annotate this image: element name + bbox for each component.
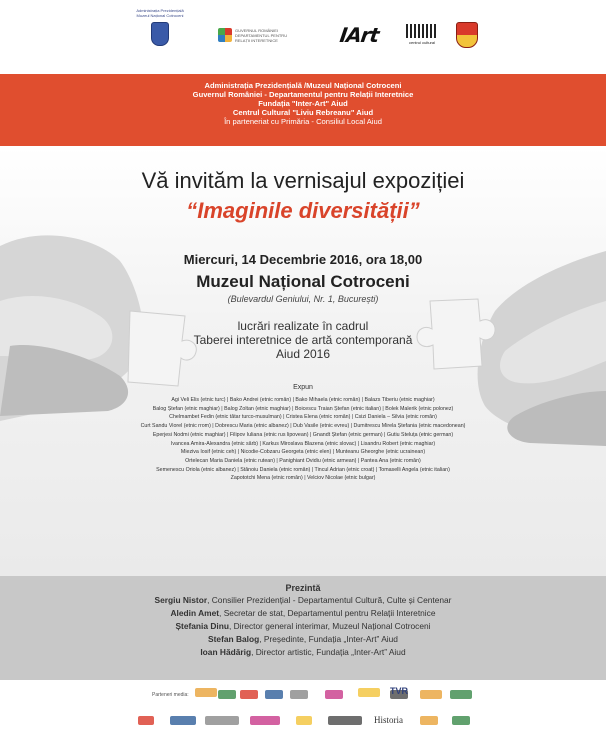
invitation-panel <box>0 146 606 576</box>
works-description <box>0 319 606 361</box>
partner-logo <box>195 688 217 697</box>
exhibitor-row: Ortelecan Maria Daniela (etnic rutean) | Panighiant Ovidiu (etnic armean) | Pantea Ana (etnic român) <box>185 457 421 464</box>
presidential-logo-caption: Administrația Prezidențială Muzeul Național Cotroceni <box>136 8 184 18</box>
presenter-role: , Consilier Prezidențial - Departamentul Cultură, Culte și Centenar <box>207 595 452 605</box>
presenter-line <box>0 633 606 646</box>
partner-logo-historia: Historia <box>374 715 403 725</box>
exhibitor-row: Zapototchi Mena (etnic român) | Velciov Nicolae (etnic bulgar) <box>230 475 376 482</box>
coat-of-arms-icon <box>151 22 169 46</box>
presenter-line <box>0 594 606 607</box>
exhibitor-row: Curt Sandu Viorel (etnic rrom) | Dobrescu Maria (etnic albanez) | Dub Vasile (etnic evreu) | Dumitrescu Mirela Ștefania (etnic macedonean) <box>140 423 466 430</box>
partner-logo <box>296 716 312 725</box>
organizer-line: Centrul Cultural "Liviu Rebreanu" Aiud <box>232 108 374 117</box>
partner-logo <box>138 716 154 725</box>
barcode-mark-icon <box>406 24 438 38</box>
partner-logo <box>325 690 343 699</box>
presenter-role: , Director artistic, Fundația „Inter-Art” Aiud <box>251 647 406 657</box>
partner-logo <box>328 716 362 725</box>
works-line: Taberei interetnice de artă contemporană <box>193 333 413 347</box>
partner-logo <box>250 716 280 725</box>
partner-logo <box>452 716 470 725</box>
exhibitor-row: Ivancea Amira-Alexandra (etnic sârb) | Karkus Miroslava Blazena (etnic slovac) | Lisandru Robert (etnic maghiar) <box>170 440 436 447</box>
presenter-name: Ioan Hădărig <box>200 647 252 657</box>
presidential-logo <box>120 8 200 46</box>
partner-logo-tvr: TVR <box>390 686 408 696</box>
logo-strip <box>0 0 606 74</box>
cultural-center-logo-text: centrul cultural <box>408 40 435 45</box>
presenter-line <box>0 620 606 633</box>
partner-logo <box>240 690 258 699</box>
dri-mark-icon <box>218 28 232 42</box>
partnership-line: În parteneriat cu Primăria - Consiliul Local Aiud <box>224 117 382 126</box>
venue-name: Muzeul Național Cotroceni <box>196 272 410 291</box>
event-date: Miercuri, 14 Decembrie 2016, ora 18,00 <box>183 252 423 267</box>
works-line: lucrări realizate în cadrul <box>237 319 369 333</box>
presenter-name: Stefan Balog <box>208 634 260 644</box>
organizer-line: Fundația "Inter-Art" Aiud <box>258 99 348 108</box>
partner-logo <box>265 690 283 699</box>
aiud-shield-icon <box>456 22 478 48</box>
partner-logo <box>450 690 472 699</box>
works-line: Aiud 2016 <box>275 347 331 361</box>
presenter-role: , Director general interimar, Muzeul Național Cotroceni <box>228 621 431 631</box>
presenter-name: Sergiu Nistor <box>154 595 208 605</box>
media-partners <box>0 680 606 750</box>
partner-logo <box>170 716 196 725</box>
presenters-label: Prezintă <box>285 583 321 593</box>
dri-logo-text: GUVERNUL ROMÂNIEI DEPARTAMENTUL PENTRU RELAȚII INTERETNICE <box>235 28 288 43</box>
media-partners-label: Parteneri media: <box>152 692 189 698</box>
exhibitor-row: Agi Veli Elis (etnic turc) | Bako Andrei (etnic român) | Bako Mihaela (etnic român) | Balazs Tiberiu (etnic maghiar) <box>171 397 435 403</box>
partner-logo <box>290 690 308 699</box>
cultural-center-logo <box>406 24 438 54</box>
iart-logo: IArt <box>338 23 381 47</box>
partner-logo <box>420 716 438 725</box>
exhibitor-row: Mieziva Iosif (etnic ceh) | Nicodie-Cobzaru Georgeta (etnic elen) | Munteanu Gheorghe (etnic ucrainean) <box>180 449 426 456</box>
exhibitor-row: Semenescu Oriola (etnic albanez) | Stănoiu Daniela (etnic român) | Tincul Adrian (etnic croat) | Tomaselli Angela (etnic italian) <box>156 466 450 473</box>
exhibitor-row: Balog Ștefan (etnic maghiar) | Balog Zoltan (etnic maghiar) | Boicescu Traian Ștefan (etnic italian) | Bolek Malerik (etnic polonez) <box>152 405 454 412</box>
presenters-band <box>0 576 606 680</box>
presenter-line <box>0 646 606 659</box>
partner-logo <box>358 688 380 697</box>
partner-logo <box>420 690 442 699</box>
exhibitors-list <box>90 396 516 483</box>
presenter-role: , Președinte, Fundația „Inter-Art” Aiud <box>259 634 398 644</box>
organizer-line: Administrația Prezidențială /Muzeul Național Cotroceni <box>204 81 402 90</box>
invitation-heading: Vă invităm la vernisajul expoziției <box>141 168 465 193</box>
exhibitor-row: Eperjesi Nodmi (etnic maghiar) | Filipov Iuliana (etnic rus lipovean) | Gnandt Ștefan (etnic german) | Gutiu Steluța (etnic german) <box>152 431 454 438</box>
exhibition-title: “Imaginile diversității” <box>186 198 420 223</box>
aiud-logo <box>456 22 478 50</box>
exhibitor-row: Chelmambet Fedin (etnic tătar turco-musulman) | Cristea Elena (etnic român) | Csizi Daniela – Silvia (etnic român) <box>169 414 437 421</box>
presenter-name: Aledin Amet <box>170 608 220 618</box>
venue-address: (Bulevardul Geniului, Nr. 1, București) <box>227 294 379 304</box>
organizer-line: Guvernul României - Departamentul pentru Relații Interetnice <box>192 90 414 99</box>
partner-logo <box>205 716 239 725</box>
presenter-role: , Secretar de stat, Departamentul pentru Relații Interetnice <box>219 608 436 618</box>
presenter-line <box>0 607 606 620</box>
exhibitors-label: Expun <box>293 384 313 391</box>
presenter-name: Ștefania Dinu <box>175 621 229 631</box>
organizers-band <box>0 74 606 146</box>
partner-logo <box>218 690 236 699</box>
